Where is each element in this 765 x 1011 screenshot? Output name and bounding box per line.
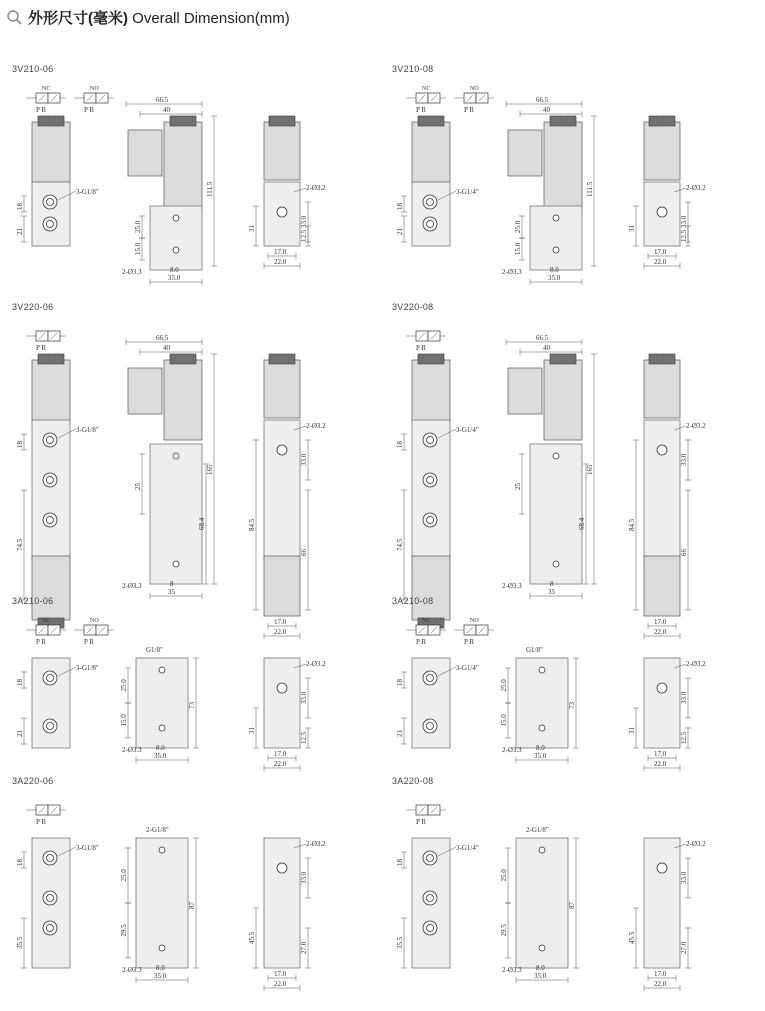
pr-label: P R	[36, 638, 47, 646]
port-label: 3-G1/4"	[456, 844, 479, 852]
pr-label: P R	[416, 818, 427, 826]
dim-s22: 22.0	[654, 258, 667, 266]
pr-label: P R	[464, 106, 475, 114]
port-label: 3-G1/4"	[456, 188, 479, 196]
dim-s22: 22.0	[654, 980, 667, 988]
end-coil	[644, 360, 680, 418]
side-port	[539, 945, 545, 951]
dim-c: 8	[550, 580, 554, 588]
connector-cap	[38, 116, 64, 126]
dim-b: 15.0	[514, 242, 522, 255]
valve-symbol-no	[454, 93, 494, 103]
no-label: NO	[470, 86, 479, 92]
dim-w1: 66.5	[536, 96, 549, 104]
port-a-inner	[47, 855, 54, 862]
dimension-drawing	[386, 64, 761, 299]
port-b-inner	[427, 221, 434, 228]
port-a-inner	[47, 199, 54, 206]
dim-a: 25	[134, 483, 142, 490]
connector-cap	[550, 116, 576, 126]
dim-s17: 17.0	[654, 970, 667, 978]
section-label: 3V210-08	[392, 64, 434, 74]
dim-s33: 33.0	[680, 453, 688, 466]
dim-base: 35	[168, 588, 175, 596]
port-a-inner	[427, 675, 434, 682]
mount-label: 2-Ø3.3	[122, 582, 142, 590]
valve-symbol-no	[74, 625, 114, 635]
dim-h: 165	[586, 464, 594, 475]
dim-a: 25.0	[500, 679, 508, 692]
end-coil	[264, 360, 300, 418]
top-hole-label: 2-Ø3.2	[306, 840, 326, 848]
dim-s33: 33.0	[300, 871, 308, 884]
side-coil	[508, 130, 542, 176]
connector-cap	[550, 354, 576, 364]
dim-base: 35.0	[548, 274, 561, 282]
section-label: 3A210-08	[392, 596, 434, 606]
port-label: 3-G1/8"	[76, 844, 99, 852]
connector-cap	[38, 354, 64, 364]
pr-label: P R	[416, 344, 427, 352]
dim-c: 8.0	[156, 744, 165, 752]
section-label: 3A220-08	[392, 776, 434, 786]
dim-c: 8.0	[536, 964, 545, 972]
dim-s84: 84.5	[628, 518, 636, 531]
dim-l21: 21	[16, 730, 24, 737]
dim-s17: 17.0	[274, 970, 287, 978]
port-label: 3-G1/4"	[456, 664, 479, 672]
dim-b: 29.5	[120, 924, 128, 937]
side-coil	[128, 130, 162, 176]
side-port	[553, 453, 559, 459]
dim-base: 35.0	[534, 972, 547, 980]
end-body	[264, 658, 300, 748]
pr-label: P R	[36, 818, 47, 826]
side-port	[159, 945, 165, 951]
dim-s17: 17.0	[654, 618, 667, 626]
solenoid-coil	[32, 122, 70, 182]
side-port	[173, 561, 179, 567]
magnifier-icon	[6, 8, 24, 26]
dim-base: 35.0	[168, 274, 181, 282]
port-a-inner	[427, 437, 434, 444]
dim-a: 25	[514, 483, 522, 490]
dim-base: 35	[548, 588, 555, 596]
top-hole-label: 2-Ø3.2	[306, 660, 326, 668]
side-port	[553, 215, 559, 221]
dim-base: 35.0	[154, 752, 167, 760]
side-port	[539, 725, 545, 731]
section-label: 3V210-06	[12, 64, 54, 74]
pr-label: P R	[84, 106, 95, 114]
port-a-inner	[427, 199, 434, 206]
dim-w1: 66.5	[156, 334, 169, 342]
no-label: NO	[470, 618, 479, 624]
mount-label: 2-Ø3.3	[502, 268, 522, 276]
dim-c: 8	[170, 580, 174, 588]
port-label: 3-G1/8"	[76, 426, 99, 434]
dim-w1: 66.5	[536, 334, 549, 342]
top-hole-label: 2-Ø3.2	[686, 840, 706, 848]
mount-label: 2-Ø3.3	[502, 746, 522, 754]
dim-l74: 74.5	[16, 538, 24, 551]
dim-s12: 12.5	[680, 731, 688, 744]
port-label: 3-G1/8"	[76, 664, 99, 672]
side-coil-body	[164, 122, 202, 210]
dim-w2: 40	[543, 106, 550, 114]
connector-cap	[649, 354, 675, 364]
section-label: 3A220-06	[12, 776, 54, 786]
end-body	[644, 838, 680, 968]
pr-label: P R	[36, 344, 47, 352]
side-port	[159, 847, 165, 853]
port-label: 3-G1/4"	[456, 426, 479, 434]
end-coil	[644, 122, 680, 180]
dim-s17: 17.0	[654, 248, 667, 256]
dim-s17: 17.0	[654, 750, 667, 758]
dim-l18: 18	[396, 679, 404, 686]
mount-label: 2-Ø3.3	[122, 746, 142, 754]
valve-symbol-nc	[26, 805, 66, 815]
dim-s17: 17.0	[274, 618, 287, 626]
port-a-inner	[427, 855, 434, 862]
dim-s22: 22.0	[654, 760, 667, 768]
valve-symbol-nc	[26, 93, 66, 103]
dim-s22: 22.0	[274, 628, 287, 636]
dim-h: 111.5	[206, 181, 214, 197]
dim-s66: 66	[300, 549, 308, 556]
side-port	[539, 847, 545, 853]
side-port	[159, 667, 165, 673]
dimension-drawing	[386, 776, 761, 1011]
end-port	[277, 445, 287, 455]
g-port-label: G1/8"	[146, 646, 163, 654]
dim-l21: 21	[396, 730, 404, 737]
section-label: 3A210-06	[12, 596, 54, 606]
connector-cap	[170, 354, 196, 364]
dim-s84: 84.5	[248, 518, 256, 531]
top-hole-label: 2-Ø3.2	[686, 184, 706, 192]
dim-s33: 33.0	[680, 215, 688, 228]
section-label: 3V220-08	[392, 302, 434, 312]
connector-cap	[269, 354, 295, 364]
port-b-inner	[427, 517, 434, 524]
dim-h2: 68.4	[578, 517, 586, 530]
port-b-inner	[47, 723, 54, 730]
dim-c: 8.0	[550, 266, 559, 274]
port-b-inner	[47, 517, 54, 524]
dim-s22: 22.0	[274, 258, 287, 266]
pr-label: P R	[36, 106, 47, 114]
dim-w2: 40	[543, 344, 550, 352]
port-c-inner	[47, 477, 54, 484]
dim-b: 15.0	[134, 242, 142, 255]
side-coil-body	[544, 360, 582, 440]
valve-symbol-nc	[406, 93, 446, 103]
mount-label: 2-Ø3.3	[502, 966, 522, 974]
dim-l18: 18	[16, 679, 24, 686]
dim-h: 73	[568, 702, 576, 709]
dim-s27: 27.0	[300, 941, 308, 954]
dim-s12: 12.5	[300, 731, 308, 744]
title-cn: 外形尺寸(毫米)	[28, 9, 128, 27]
dim-s22: 22.0	[654, 628, 667, 636]
dim-c: 8.0	[536, 744, 545, 752]
end-port	[657, 207, 667, 217]
side-coil	[128, 368, 162, 414]
dim-s12: 12.5	[680, 229, 688, 242]
title-en: Overall Dimension(mm)	[132, 9, 290, 27]
dim-a: 25.0	[120, 869, 128, 882]
dim-s33: 33.0	[300, 215, 308, 228]
side-coil	[508, 368, 542, 414]
solenoid-coil	[412, 122, 450, 182]
page-title	[28, 7, 290, 28]
dim-s31: 31	[248, 727, 256, 734]
dim-l18: 18	[16, 203, 24, 210]
dim-c: 8.0	[170, 266, 179, 274]
dim-base: 35.0	[154, 972, 167, 980]
dim-l21: 21	[396, 228, 404, 235]
pr-label: P R	[84, 638, 95, 646]
top-hole-label: 2-Ø3.2	[686, 422, 706, 430]
top-hole-label: 2-Ø3.2	[306, 422, 326, 430]
side-port	[173, 453, 179, 459]
dim-h: 87	[568, 902, 576, 909]
port-b-inner	[47, 925, 54, 932]
dim-b: 15.0	[120, 714, 128, 727]
dim-l21: 21	[16, 228, 24, 235]
side-coil-body	[544, 122, 582, 210]
dim-s45: 45.5	[248, 931, 256, 944]
valve-symbol-no	[454, 625, 494, 635]
dim-a: 25.0	[514, 220, 522, 233]
connector-cap	[170, 116, 196, 126]
side-port	[553, 247, 559, 253]
page-header	[6, 6, 290, 28]
side-port	[173, 215, 179, 221]
dim-h: 87	[188, 902, 196, 909]
port-c-inner	[427, 477, 434, 484]
valve-body	[32, 182, 70, 246]
dim-b: 15.0	[500, 714, 508, 727]
nc-label: NC	[42, 618, 51, 624]
port-label: 3-G1/8"	[76, 188, 99, 196]
nc-label: NC	[422, 618, 431, 624]
end-body	[644, 420, 680, 560]
dim-s31: 31	[248, 225, 256, 232]
connector-cap	[269, 116, 295, 126]
dim-s31: 31	[628, 727, 636, 734]
port-c-inner	[47, 895, 54, 902]
dim-l18: 18	[16, 859, 24, 866]
side-coil-body	[164, 360, 202, 440]
dim-h: 73	[188, 702, 196, 709]
port-b-inner	[427, 723, 434, 730]
dim-w1: 66.5	[156, 96, 169, 104]
dim-a: 25.0	[120, 679, 128, 692]
dim-b: 29.5	[500, 924, 508, 937]
dim-s66: 66	[680, 549, 688, 556]
no-label: NO	[90, 86, 99, 92]
dimension-drawing	[6, 776, 381, 1011]
g-port-label: 2-G1/8"	[526, 826, 549, 834]
dim-w2: 40	[163, 344, 170, 352]
dim-s33: 33.0	[300, 691, 308, 704]
side-port	[159, 725, 165, 731]
dim-h: 111.5	[586, 181, 594, 197]
dim-s31: 31	[628, 225, 636, 232]
nc-label: NC	[422, 86, 431, 92]
end-port	[277, 683, 287, 693]
valve-symbol-no	[74, 93, 114, 103]
valve-symbol-nc	[26, 625, 66, 635]
end-coil	[264, 122, 300, 180]
port-a-inner	[47, 437, 54, 444]
solenoid-coil	[412, 360, 450, 422]
valve-symbol-nc	[406, 331, 446, 341]
end-port	[277, 863, 287, 873]
end-port	[657, 445, 667, 455]
pr-label: P R	[464, 638, 475, 646]
dim-l18: 18	[396, 203, 404, 210]
top-hole-label: 2-Ø3.2	[686, 660, 706, 668]
pr-label: P R	[416, 638, 427, 646]
dim-h2: 68.4	[198, 517, 206, 530]
valve-body	[412, 182, 450, 246]
dim-l18: 18	[396, 441, 404, 448]
dim-l18: 18	[16, 441, 24, 448]
end-port	[657, 863, 667, 873]
dim-w2: 40	[163, 106, 170, 114]
dim-base: 35.0	[534, 752, 547, 760]
section-3a220-08	[386, 776, 761, 1011]
connector-cap	[418, 116, 444, 126]
port-b-inner	[47, 221, 54, 228]
port-a-inner	[47, 675, 54, 682]
dim-s33: 33.0	[680, 871, 688, 884]
top-hole-label: 2-Ø3.2	[306, 184, 326, 192]
dimension-drawing	[6, 64, 381, 299]
valve-symbol-nc	[406, 625, 446, 635]
dim-s22: 22.0	[274, 980, 287, 988]
dim-l35: 35.5	[396, 936, 404, 949]
port-c-inner	[427, 895, 434, 902]
mount-label: 2-Ø3.3	[502, 582, 522, 590]
dim-l35: 35.5	[16, 936, 24, 949]
dim-a: 25.0	[500, 869, 508, 882]
dim-s22: 22.0	[274, 760, 287, 768]
pr-label: P R	[416, 106, 427, 114]
dim-a: 25.0	[134, 220, 142, 233]
dim-s17: 17.0	[274, 248, 287, 256]
end-body	[264, 838, 300, 968]
dim-s17: 17.0	[274, 750, 287, 758]
dim-s27: 27.0	[680, 941, 688, 954]
dim-l74: 74.5	[396, 538, 404, 551]
port-b-inner	[427, 925, 434, 932]
end-port	[657, 683, 667, 693]
dim-c: 8.0	[156, 964, 165, 972]
side-port	[173, 247, 179, 253]
end-body	[644, 658, 680, 748]
no-label: NO	[90, 618, 99, 624]
g-port-label: G1/8"	[526, 646, 543, 654]
mount-label: 2-Ø3.3	[122, 268, 142, 276]
nc-label: NC	[42, 86, 51, 92]
valve-symbol-nc	[26, 331, 66, 341]
mount-label: 2-Ø3.3	[122, 966, 142, 974]
dim-h: 165	[206, 464, 214, 475]
solenoid-coil	[32, 360, 70, 422]
valve-symbol-nc	[406, 805, 446, 815]
dim-s12: 12.5	[300, 229, 308, 242]
dim-s33: 33.0	[300, 453, 308, 466]
connector-cap	[649, 116, 675, 126]
dim-l18: 18	[396, 859, 404, 866]
section-label: 3V220-06	[12, 302, 54, 312]
connector-cap	[418, 354, 444, 364]
section-3v210-06	[6, 64, 381, 299]
side-port	[553, 561, 559, 567]
section-3a220-06	[6, 776, 381, 1011]
side-port	[539, 667, 545, 673]
section-3v210-08	[386, 64, 761, 299]
g-port-label: 2-G1/8"	[146, 826, 169, 834]
end-body	[264, 420, 300, 560]
dim-s33: 33.0	[680, 691, 688, 704]
end-port	[277, 207, 287, 217]
dim-s45: 45.5	[628, 931, 636, 944]
